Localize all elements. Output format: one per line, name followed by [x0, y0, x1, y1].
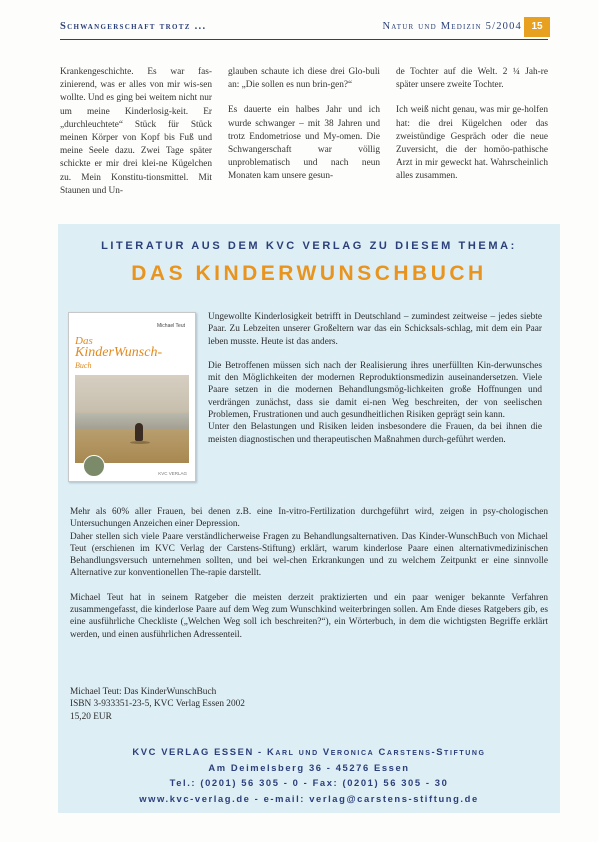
article-column-1	[60, 66, 212, 210]
photo-water	[75, 413, 189, 429]
book-info	[70, 686, 370, 723]
description-paragraph: Ungewollte Kinderlosigkeit betrifft in Deutschland – zumindest zeitweise – jedes siebte Paar. Zu Lebzeiten unserer Großeltern war das ein Schicksals-schlag, mit dem ein Paar leben musste. Heute ist das anders.	[208, 312, 542, 347]
book-info-isbn: ISBN 3-933351-23-5, KVC Verlag Essen 2002	[70, 699, 245, 710]
column-paragraph: glauben schaute ich diese drei Glo-buli an: „Die sollen es nun brin-gen?“	[228, 67, 380, 91]
column-paragraph: Krankengeschichte. Es war fas-zinierend, was er alles von mir wis-sen wollte. Und es ging bei weitem nicht nur um meine Kinderlosig-keit. Er „durchleuchtete“ Stück für Stück meinen Körper von Kopf bis Fuß und meine Seele dazu. Zwei Tage später schickte er mir drei klei-ne Kügelchen zu. Mein Konstitu-tionsmittel. Mit Staunen und Un-	[60, 67, 212, 196]
book-cover-seal	[83, 455, 105, 477]
literature-box	[58, 224, 560, 813]
publisher-name-part: KVC VERLAG ESSEN -	[132, 746, 267, 757]
article-column-2	[228, 66, 380, 196]
description-paragraph: Unter den Belastungen und Risiken leiden insbesondere die Frauen, da bei ihnen die meisten diagnostischen und therapeutischen Maßnahmen durch-geführt werden.	[208, 422, 542, 445]
publisher-footer	[58, 744, 560, 806]
book-description	[208, 311, 542, 446]
box-kicker: LITERATUR AUS DEM KVC VERLAG ZU DIESEM THEMA:	[101, 240, 517, 252]
page-number: 15	[524, 17, 550, 37]
details-paragraph: Mehr als 60% aller Frauen, bei denen z.B. eine In-vitro-Fertilization durchgeführt wird, zeigen in psy-chologischen Untersuchungen Anzeichen einer Depression.	[70, 507, 548, 530]
column-paragraph: de Tochter auf die Welt. 2 ¼ Jah-re später unsere zweite Tochter.	[396, 67, 548, 91]
publisher-web-email: www.kvc-verlag.de - e-mail: verlag@carstens-stiftung.de	[139, 792, 479, 804]
publisher-phone-fax: Tel.: (0201) 56 305 - 0 - Fax: (0201) 56 305 - 30	[169, 777, 449, 788]
article-column-3	[396, 66, 548, 196]
book-title-heading: DAS KINDERWUNSCHBUCH	[131, 262, 487, 285]
details-paragraph: Daher stellen sich viele Paare verständlicherweise Fragen zu Behandlungsalternativen. Das Kinder-WunschBuch von Michael Teut (erschienen im KVC Verlag der Carstens-Stiftung) erklärt, warum kinderlose Paare einen alternativmedizinischen Behandlungsversuch unternehmen sollten, und bei wel-chen Erkrankungen und zu welchem Zeitpunkt er eine sinnvolle Alternative zur konventionellen The-rapie darstellt.	[70, 531, 548, 579]
book-cover-photo	[75, 375, 189, 463]
book-info-price: 15,20 EUR	[70, 711, 112, 722]
publisher-name	[58, 744, 560, 760]
book-cover-image	[68, 312, 196, 482]
book-info-title: Michael Teut: Das KinderWunschBuch	[70, 687, 217, 697]
details-paragraph: Michael Teut hat in seinem Ratgeber die meisten derzeit praktizierten und ein paar weniger bekannte Verfahren zusammengefasst, die kinderlose Paare auf dem Weg zum Wunschkind weiterbringen sollen. Am Ende dieses Ratgebers gib, es eine ausführliche Checkliste („Welchen Weg soll ich beschreiten?“), ein Wörterbuch, in dem die wichtigsten Begriffe erklärt werden, und einen ausführlichen Adressenteil.	[70, 592, 548, 640]
column-paragraph: Ich weiß nicht genau, was mir ge-holfen hat: die drei Kügelchen oder das zweistündige Gespräch oder die neue Zuversicht, die der homöo-pathische Arzt in mir geweckt hat. Wahrscheinlich alles zusammen.	[396, 105, 548, 182]
book-cover-title-line: KinderWunsch-	[75, 345, 163, 360]
book-details	[70, 506, 548, 641]
foundation-name: Karl und Veronica Carstens-Stiftung	[267, 746, 486, 757]
book-cover-publisher: KVC VERLAG	[158, 471, 187, 476]
publisher-address: Am Deimelsberg 36 - 45276 Essen	[208, 761, 410, 773]
photo-shadow	[130, 441, 150, 444]
description-paragraph: Die Betroffenen müssen sich nach der Realisierung ihres unerfüllten Kin-derwunsches mit den Möglichkeiten der modernen Reproduktionsmedizin auseinandersetzen. Viele Paare setzen in die modernen Behandlungsmög-lichkeiten große Hoffnungen und verdrängen zunächst, dass sie damit ei-nen Weg beschreiten, der von seelischen Problemen, Frustrationen und auch gesundheitlichen Risiken geprägt sein kann.	[208, 360, 542, 421]
column-paragraph: Es dauerte ein halbes Jahr und ich wurde schwanger – mit 38 Jahren und trotz Endometriose und My-omen. Die Schwangerschaft war völlig unproblematisch und nach neun Monaten kam unsere gesun-	[228, 105, 380, 182]
running-header	[60, 17, 548, 37]
header-rule	[60, 39, 548, 40]
header-title: Schwangerschaft trotz ...	[60, 21, 207, 32]
book-cover-title-line: Das	[75, 335, 93, 347]
book-cover-title-line: Buch	[75, 361, 92, 370]
book-cover-author: Michael Teut	[157, 323, 185, 329]
article-columns	[60, 66, 548, 216]
photo-child-figure	[135, 423, 143, 441]
header-journal: Natur und Medizin 5/2004	[382, 21, 522, 32]
